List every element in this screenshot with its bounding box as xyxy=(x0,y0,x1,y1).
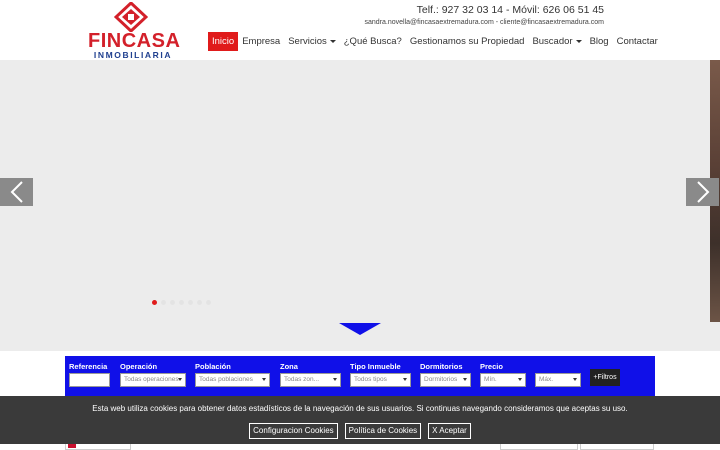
contact-phones: Telf.: 927 32 03 14 - Móvil: 626 06 51 45 xyxy=(416,4,604,16)
search-field xyxy=(480,362,526,387)
slider-dot[interactable] xyxy=(188,300,193,305)
search-field xyxy=(195,362,270,387)
caret-down-icon xyxy=(330,40,336,43)
slider-dot[interactable] xyxy=(161,300,166,305)
select-arrow-icon xyxy=(333,378,337,381)
cookie-accept-button[interactable]: X Aceptar xyxy=(428,423,471,439)
nav-item-qué-busca[interactable] xyxy=(340,32,406,51)
select-arrow-icon xyxy=(403,378,407,381)
search-field-value: Máx. xyxy=(539,376,554,383)
slider-dot[interactable] xyxy=(152,300,157,305)
more-filters-button[interactable]: +Filtros xyxy=(590,369,620,386)
search-field-label: Operación xyxy=(120,362,158,371)
partial-field[interactable] xyxy=(500,444,578,450)
brand-name: FINCASA xyxy=(88,30,181,52)
nav-item-servicios[interactable] xyxy=(284,32,340,51)
contact-emails[interactable]: sandra.novella@fincasaextremadura.com - cliente@fincasaextremadura.com xyxy=(364,19,604,26)
nav-item-label: Blog xyxy=(589,36,609,47)
search-field-value: Todas operaciones xyxy=(124,376,179,383)
search-field xyxy=(350,362,411,387)
search-field-label: Dormitorios xyxy=(420,362,463,371)
search-field-value: Mín. xyxy=(484,376,497,383)
slider-dot[interactable] xyxy=(206,300,211,305)
caret-down-icon xyxy=(576,40,582,43)
search-field-label: Población xyxy=(195,362,231,371)
chevron-right-icon xyxy=(696,181,710,203)
flag-icon xyxy=(68,444,76,448)
search-field-label: Zona xyxy=(280,362,298,371)
search-select[interactable] xyxy=(195,373,270,387)
nav-item-blog[interactable] xyxy=(586,32,613,51)
nav-item-buscador[interactable] xyxy=(528,32,585,51)
fincasa-logo[interactable] xyxy=(88,2,181,60)
nav-item-label: Servicios xyxy=(288,36,327,47)
logo-mark-icon xyxy=(114,2,148,32)
partial-field[interactable] xyxy=(580,444,654,450)
nav-item-contactar[interactable] xyxy=(613,32,662,51)
select-arrow-icon xyxy=(463,378,467,381)
nav-item-label: Inicio xyxy=(212,36,235,47)
brand-tagline: INMOBILIARIA xyxy=(93,50,173,60)
search-field-value: Dormitorios xyxy=(424,376,458,383)
search-select[interactable] xyxy=(280,373,341,387)
search-field-value: Todas zon... xyxy=(284,376,320,383)
slider-dots xyxy=(152,300,211,305)
search-field xyxy=(69,362,110,387)
slider-dot[interactable] xyxy=(179,300,184,305)
cookie-actions xyxy=(0,423,720,439)
search-select[interactable] xyxy=(480,373,526,387)
search-select[interactable] xyxy=(420,373,471,387)
property-search-bar xyxy=(65,356,655,396)
search-field-value: Todas poblaciones xyxy=(199,376,253,383)
site-header xyxy=(0,0,720,60)
triangle-down-icon[interactable] xyxy=(339,323,381,335)
search-select[interactable] xyxy=(120,373,186,387)
search-field-label: Referencia xyxy=(69,362,108,371)
slider-dot[interactable] xyxy=(170,300,175,305)
main-nav xyxy=(208,32,662,51)
chevron-left-icon xyxy=(10,181,24,203)
search-field xyxy=(120,362,186,387)
cookie-message: Esta web utiliza cookies para obtener datos estadísticos de la navegación de sus usuarios. Si continuas navegando consideramos que aceptas su uso. xyxy=(92,404,628,413)
search-field-label: Precio xyxy=(480,362,503,371)
nav-item-label: Buscador xyxy=(532,36,573,47)
nav-item-empresa[interactable] xyxy=(238,32,284,51)
slider-prev-button[interactable] xyxy=(0,178,33,206)
nav-item-label: Contactar xyxy=(616,36,658,47)
nav-item-label: ¿Qué Busca? xyxy=(343,36,402,47)
nav-item-label: Empresa xyxy=(242,36,281,47)
reference-input[interactable] xyxy=(69,373,110,387)
slider-dot[interactable] xyxy=(197,300,202,305)
select-arrow-icon xyxy=(178,378,182,381)
cookie-settings-button[interactable]: Configuracion Cookies xyxy=(249,423,338,439)
search-field-value: Todos tipos xyxy=(354,376,387,383)
search-select[interactable] xyxy=(350,373,411,387)
search-field xyxy=(280,362,341,387)
search-field-label xyxy=(535,362,581,372)
select-arrow-icon xyxy=(573,378,577,381)
search-select[interactable] xyxy=(535,373,581,387)
cookie-banner xyxy=(0,396,720,444)
search-field xyxy=(535,362,581,387)
select-arrow-icon xyxy=(518,378,522,381)
search-field-label: Tipo Inmueble xyxy=(350,362,401,371)
slider-next-button[interactable] xyxy=(686,178,719,206)
hero-slider xyxy=(0,60,720,351)
nav-item-inicio[interactable] xyxy=(208,32,238,51)
nav-item-gestionamos-su-propiedad[interactable] xyxy=(406,32,529,51)
select-arrow-icon xyxy=(262,378,266,381)
cookie-policy-button[interactable]: Política de Cookies xyxy=(345,423,421,439)
below-fold-content xyxy=(0,444,720,450)
nav-item-label: Gestionamos su Propiedad xyxy=(409,36,525,47)
search-field xyxy=(420,362,471,387)
